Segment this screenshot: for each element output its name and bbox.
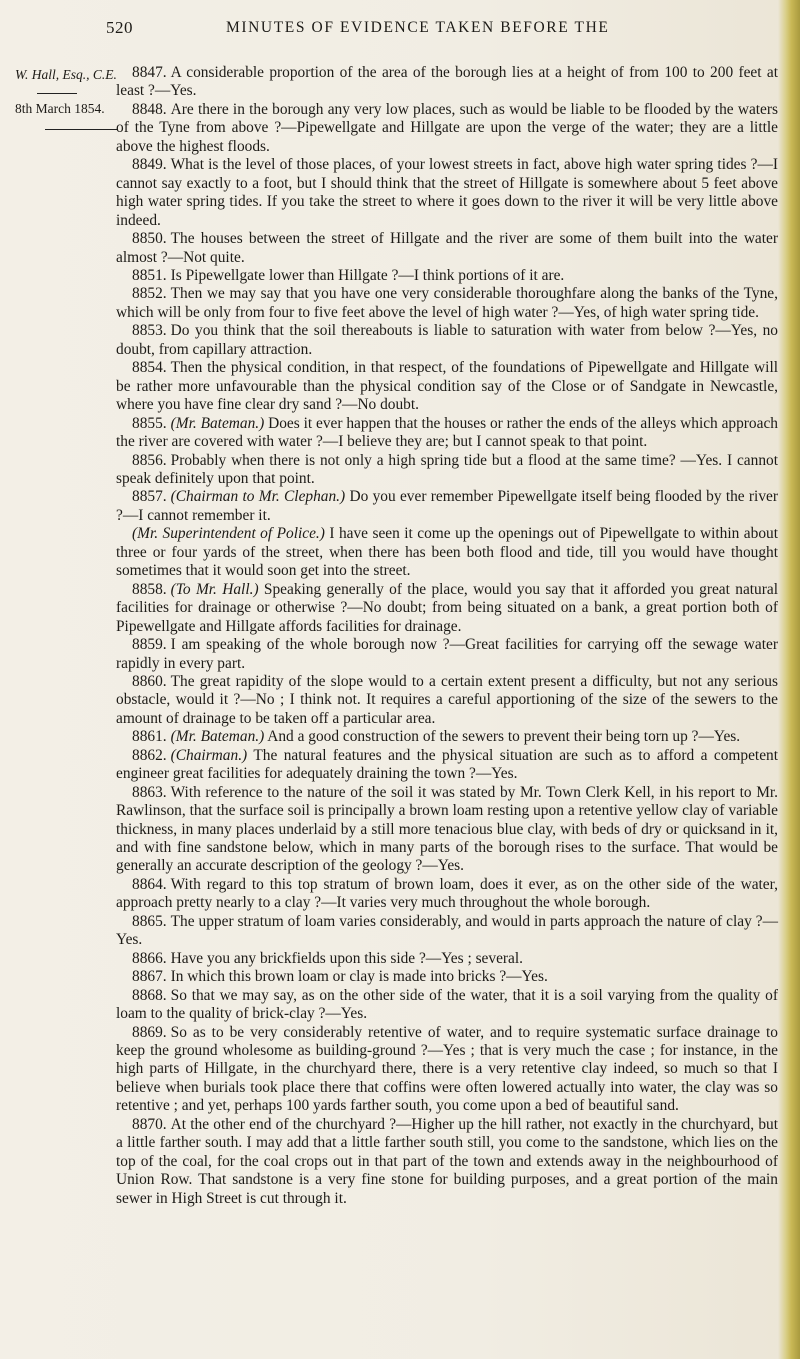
paragraph-text: At the other end of the churchyard ?—Higher up the hill rather, not exactly in the churchyard, but a little farther south. I may add that a little farther south still, you come to the sandstone, which lies on the top of the coal, for the coal crops out in that part of the town and extends away in the neighbourhood of Union Row. That sandstone is a very fine stone for building purposes, and a great portion of the main sewer in High Street is cut through it. [116, 1115, 778, 1207]
question-number: 8870. [132, 1115, 167, 1133]
paragraph-text: Do you think that the soil thereabouts is liable to saturation with water from below ?—Yes, no doubt, from capillary attraction. [116, 322, 778, 358]
testimony-paragraph [116, 415, 778, 452]
margin-dash [37, 93, 77, 94]
question-number: 8866. [132, 949, 167, 967]
testimony-paragraph [116, 1024, 778, 1116]
question-number: 8868. [132, 986, 167, 1004]
testimony-paragraph [116, 452, 778, 489]
paragraph-text: Probably when there is not only a high spring tide but a flood at the same time? —Yes. I cannot speak definitely upon that point. [116, 451, 778, 487]
question-number: 8855. [132, 414, 167, 432]
testimony-paragraph [116, 64, 778, 101]
paragraph-text: Speaking generally of the place, would you say that it afforded you great natural facilities for drainage or otherwise ?—No doubt; from being situated on a bank, a great portion both of Pipewellgate and Hillgate affords facilities for drainage. [116, 580, 778, 635]
margin-dash [45, 129, 117, 130]
testimony-paragraph [116, 876, 778, 913]
question-number: 8856. [132, 451, 167, 469]
paragraph-text: I have seen it come up the openings out of Pipewellgate to within about three or four yards of the street, when there has been both flood and tide, till you would have thought sometimes that it would soon get into the street. [116, 525, 778, 580]
paragraph-text: The houses between the street of Hillgate and the river are some of them built into the water almost ?—Not quite. [116, 230, 778, 266]
testimony-paragraph [116, 673, 778, 728]
speaker-label: (Chairman.) [170, 746, 248, 764]
question-number: 8849. [132, 156, 167, 174]
testimony-paragraph [116, 636, 778, 673]
question-number: 8864. [132, 875, 167, 893]
question-number: 8862. [132, 746, 167, 764]
question-number: 8860. [132, 672, 167, 690]
question-number: 8867. [132, 968, 167, 986]
testimony-paragraph [116, 488, 778, 525]
paragraph-text: Is Pipewellgate lower than Hillgate ?—I think portions of it are. [170, 266, 565, 284]
question-number: 8848. [132, 100, 167, 118]
paragraph-text: Do you ever remember Pipewellgate itself being flooded by the river ?—I cannot remember it. [116, 488, 778, 524]
question-number: 8854. [132, 359, 167, 377]
testimony-paragraph [116, 581, 778, 636]
minutes-text [116, 64, 778, 1208]
testimony-paragraph [116, 285, 778, 322]
page-header [0, 18, 800, 44]
paragraph-text: What is the level of those places, of your lowest streets in fact, above high water spring tides ?—I cannot say exactly to a foot, but I should think that the street of Hillgate is somewhere about 5 feet above high water spring tides. If you take the street to where it goes down to the river it will be very little above indeed. [116, 156, 778, 229]
paragraph-text: So as to be very considerably retentive of water, and to require systematic surface drainage to keep the ground wholesome as building-ground ?—Yes ; that is very much the case ; for instance, in the high parts of Hillgate, in the churchyard there, there is a very retentive clay indeed, so much so that I believe when burials took place there that coffins were often lowered actually into water, the clay was so retentive ; and yet, perhaps 100 yards farther south, you come upon a bed of beautiful sand. [116, 1023, 778, 1115]
question-number: 8869. [132, 1023, 167, 1041]
paragraph-text: So that we may say, as on the other side of the water, that it is a soil varying from the quality of loam to the quality of brick-clay ?—Yes. [116, 986, 778, 1023]
paragraph-text: Then we may say that you have one very considerable thoroughfare along the banks of the Tyne, which will be only from four to five feet above the level of high water ?—Yes, of high water spring tide. [116, 285, 778, 321]
paragraph-text: Have you any brickfields upon this side ?—Yes ; several. [170, 949, 523, 967]
speaker-label: (Mr. Bateman.) [170, 728, 265, 746]
testimony-paragraph [116, 156, 778, 230]
speaker-label: (Mr. Bateman.) [170, 414, 265, 432]
testimony-paragraph [116, 267, 778, 285]
testimony-paragraph [116, 950, 778, 968]
testimony-paragraph [116, 987, 778, 1024]
paragraph-text: Does it ever happen that the houses or rather the ends of the alleys which approach the river are covered with water ?—I believe they are; but I cannot speak to that point. [116, 414, 778, 451]
question-number: 8852. [132, 285, 167, 303]
paragraph-text: With reference to the nature of the soil it was stated by Mr. Town Clerk Kell, in his report to Mr. Rawlinson, that the surface soil is principally a brown loam resting upon a retentive yellow clay of variable thickness, in many places underlaid by a still more tenacious blue clay, with beds of dry or quicksand in it, and with fine sandstone below, which in many parts of the borough rises to the surface. That would be generally an accurate description of the geology ?—Yes. [116, 783, 778, 875]
question-number: 8857. [132, 488, 167, 506]
paragraph-text: And a good construction of the sewers to prevent their being torn up ?—Yes. [267, 728, 741, 746]
question-number: 8858. [132, 580, 167, 598]
paragraph-text: The great rapidity of the slope would to a certain extent present a difficulty, but not any serious obstacle, would it ?—No ; I think not. It requires a careful apportioning of the size of the sewers to the amount of drainage to be taken off a particular area. [116, 672, 778, 727]
page-number: 520 [106, 18, 133, 37]
speaker-label: (Mr. Superintendent of Police.) [132, 525, 325, 543]
testimony-paragraph [116, 1116, 778, 1208]
testimony-paragraph [116, 101, 778, 156]
testimony-paragraph [116, 913, 778, 950]
speaker-label: (To Mr. Hall.) [170, 580, 259, 598]
question-number: 8850. [132, 230, 167, 248]
paragraph-text: A considerable proportion of the area of the borough lies at a height of from 100 to 200 feet at least ?—Yes. [116, 64, 778, 100]
question-number: 8863. [132, 783, 167, 801]
speaker-label: (Chairman to Mr. Clephan.) [170, 488, 346, 506]
testimony-paragraph [116, 525, 778, 580]
paragraph-text: With regard to this top stratum of brown loam, does it ever, as on the other side of the water, approach pretty nearly to a clay ?—It varies very much throughout the whole borough. [116, 875, 778, 912]
running-title: MINUTES OF EVIDENCE TAKEN BEFORE THE [226, 19, 610, 36]
paragraph-text: Then the physical condition, in that respect, of the foundations of Pipewellgate and Hillgate will be rather more unfavourable than the physical condition say of the Close or of Sandgate in Newcastle, where you have fine clear dry sand ?—No doubt. [116, 359, 778, 414]
hearing-date: 8th March 1854. [15, 101, 105, 117]
paragraph-text: In which this brown loam or clay is made into bricks ?—Yes. [170, 968, 548, 986]
question-number: 8865. [132, 912, 167, 930]
question-number: 8853. [132, 322, 167, 340]
testimony-paragraph [116, 359, 778, 414]
question-number: 8851. [132, 266, 167, 284]
paragraph-text: Are there in the borough any very low places, such as would be liable to be flooded by the waters of the Tyne from above ?—Pipewellgate and Hillgate are upon the verge of the water; they are a little above the highest floods. [116, 100, 778, 155]
testimony-paragraph [116, 728, 778, 746]
paragraph-text: The natural features and the physical situation are such as to afford a competent engineer great facilities for adequately draining the town ?—Yes. [116, 746, 779, 783]
question-number: 8847. [132, 64, 167, 81]
testimony-paragraph [116, 968, 778, 986]
paragraph-text: I am speaking of the whole borough now ?—Great facilities for carrying off the sewage water rapidly in every part. [116, 636, 778, 672]
margin-note [15, 66, 117, 130]
question-number: 8859. [132, 636, 167, 654]
question-number: 8861. [132, 728, 167, 746]
testimony-paragraph [116, 322, 778, 359]
page-edge [778, 0, 800, 1359]
testimony-paragraph [116, 784, 778, 876]
testimony-paragraph [116, 747, 778, 784]
testimony-paragraph [116, 230, 778, 267]
witness-name: W. Hall, Esq., C.E. [15, 67, 117, 82]
paragraph-text: The upper stratum of loam varies considerably, and would in parts approach the nature of clay ?—Yes. [116, 912, 778, 949]
